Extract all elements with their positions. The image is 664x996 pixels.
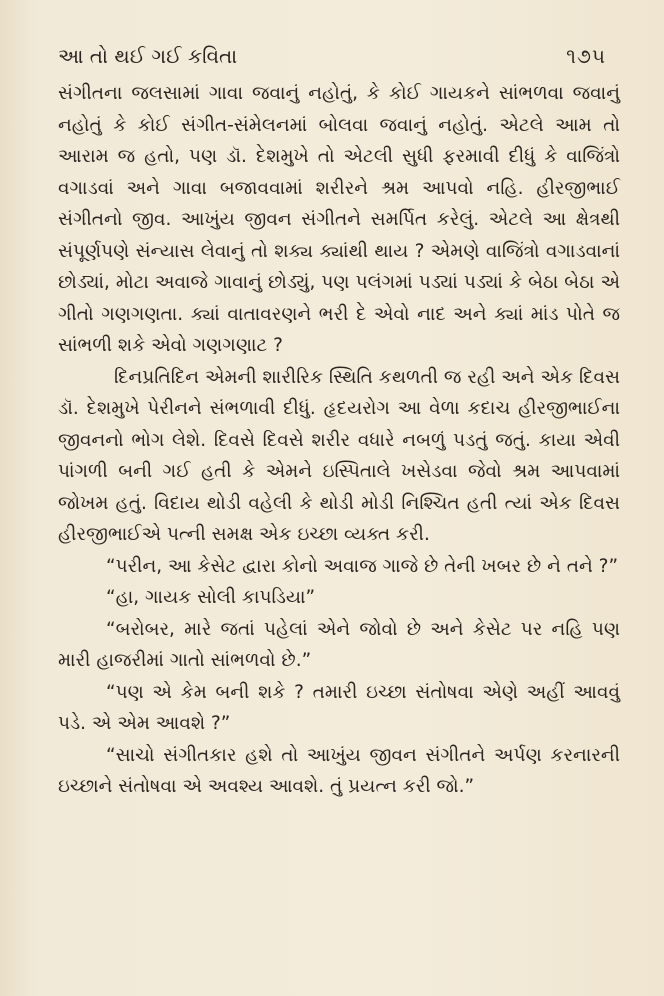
chapter-title: આ તો થઈ ગઈ કવિતા <box>58 44 238 68</box>
dialogue-line: “પરીન, આ કેસેટ દ્વારા કોનો અવાજ ગાજે છે તેની ખબર છે ને તને ?” <box>106 555 619 577</box>
running-header <box>58 44 620 68</box>
page-number: ૧૭૫ <box>566 44 606 68</box>
paragraph: દિનપ્રતિદિન એમની શારીરિક સ્થિતિ કથળતી જ રહી અને એક દિવસ ડૉ. દેશમુખે પેરીનને સંભળાવી દીધું. હૃદયરોગ આ વેળા કદાચ હીરજીભાઈના જીવનનો ભોગ લેશે. દિવસે દિવસે શરીર વધારે નબળું પડતું જતું. કાયા એવી પાંગળી બની ગઈ હતી કે એમને ઇસ્પિતાલે ખસેડવા જેવો શ્રમ આપવામાં જોખમ હતું. વિદાય થોડી વહેલી કે થોડી મોડી નિશ્ચિત હતી ત્યાં એક દિવસ હીરજીભાઈએ પત્ની સમક્ષ એક ઇચ્છા વ્યક્ત કરી. <box>58 366 620 545</box>
dialogue-line: “સાચો સંગીતકાર હશે તો આખુંય જીવન સંગીતને અર્પણ કરનારની ઇચ્છાને સંતોષવા એ અવશ્ય આવશે. તું પ્રયત્ન કરી જો.” <box>58 744 620 797</box>
dialogue-line: “બરોબર, મારે જતાં પહેલાં એને જોવો છે અને કેસેટ પર નહિ પણ મારી હાજરીમાં ગાતો સાંભળવો છે.” <box>58 618 620 671</box>
dialogue-line: “હા, ગાયક સોલી કાપડિયા” <box>106 587 316 608</box>
body-text <box>58 78 620 803</box>
paragraph: સંગીતના જલસામાં ગાવા જવાનું નહોતું, કે કોઈ ગાયકને સાંભળવા જવાનું નહોતું કે કોઈ સંગીત-સંમેલનમાં બોલવા જવાનું નહોતું. એટલે આમ તો આરામ જ હતો, પણ ડૉ. દેશમુખે તો એટલી સુધી ફરમાવી દીધું કે વાજિંત્રો વગાડવાં અને ગાવા બજાવવામાં શરીરને શ્રમ આપવો નહિ. હીરજીભાઈ સંગીતનો જીવ. આખુંય જીવન સંગીતને સમર્પિત કરેલું. એટલે આ ક્ષેત્રથી સંપૂર્ણપણે સંન્યાસ લેવાનું તો શક્ય ક્યાંથી થાય ? એમણે વાજિંત્રો વગાડવાનાં છોડ્યાં, મોટા અવાજે ગાવાનું છોડ્યું, પણ પલંગમાં પડ્યાં પડ્યાં કે બેઠા બેઠા એ ગીતો ગણગણતા. ક્યાં વાતાવરણને ભરી દે એવો નાદ અને ક્યાં માંડ પોતે જ સાંભળી શકે એવો ગણગણાટ ? <box>58 83 620 356</box>
dialogue-line: “પણ એ કેમ બની શકે ? તમારી ઇચ્છા સંતોષવા એણે અહીં આવવું પડે. એ એમ આવશે ?” <box>58 681 620 734</box>
